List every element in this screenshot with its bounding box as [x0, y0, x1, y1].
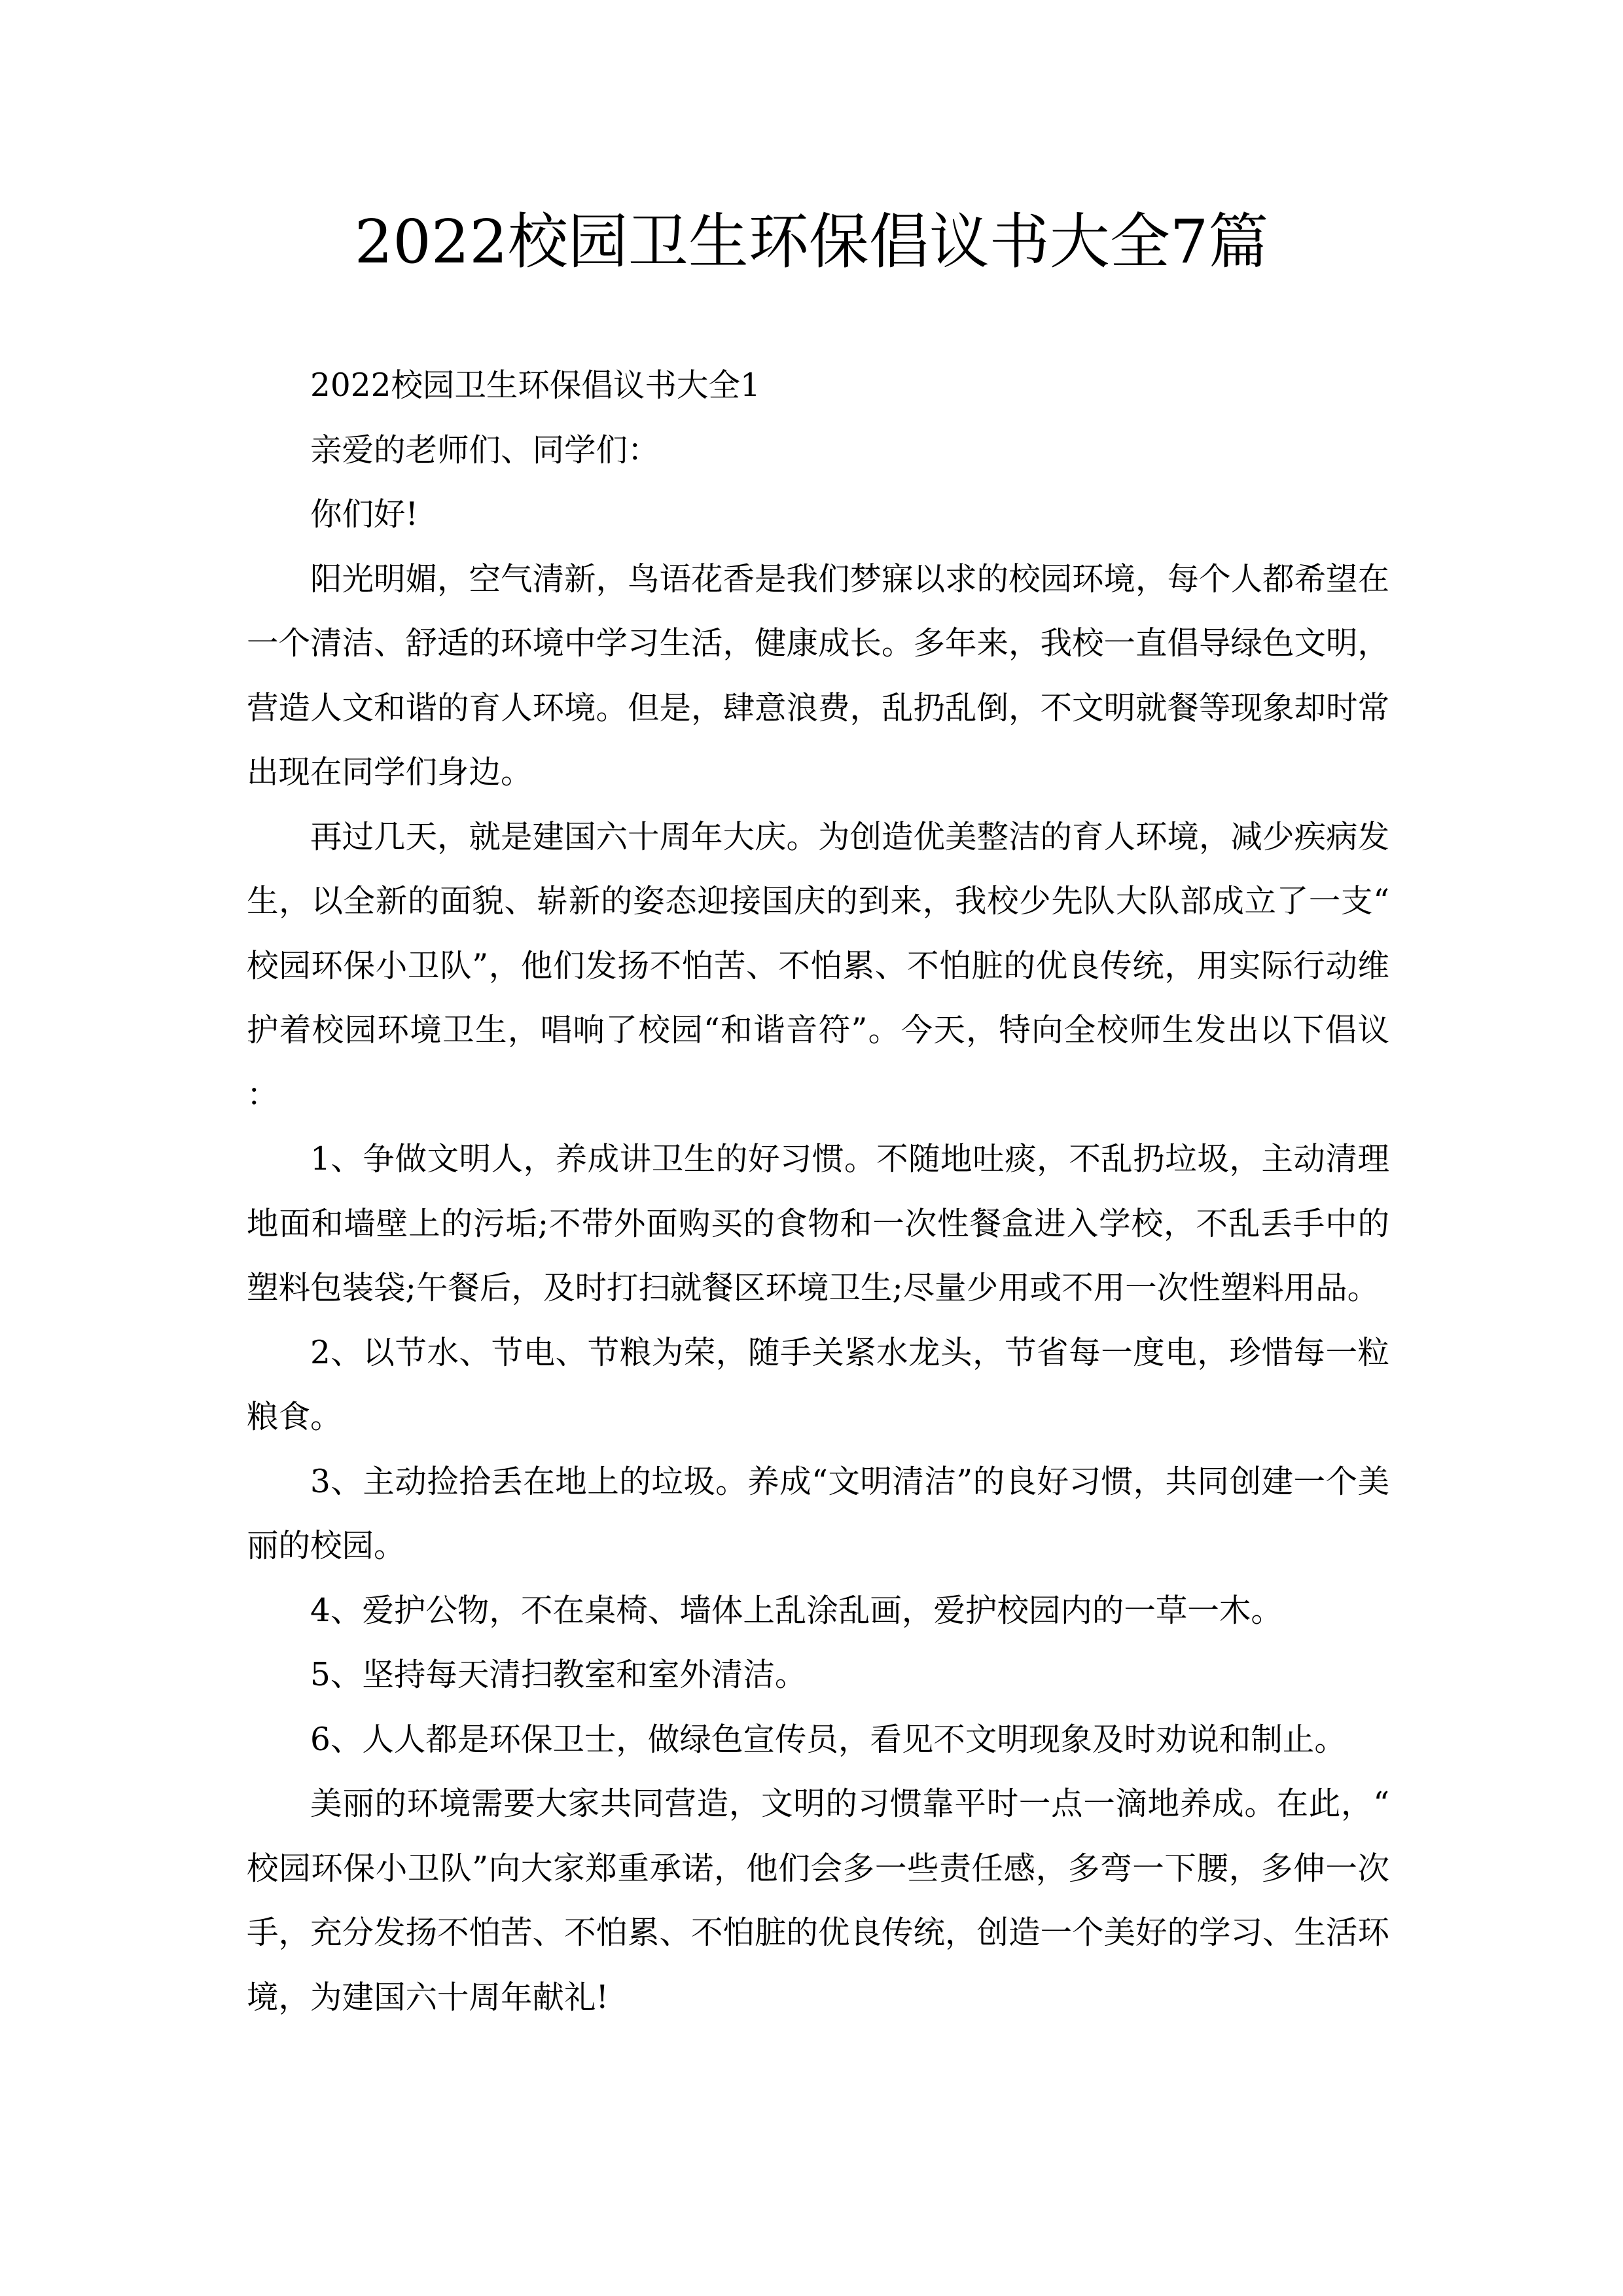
document-title: 2022校园卫生环保倡议书大全7篇 — [354, 207, 1269, 277]
section-heading: 2022校园卫生环保倡议书大全1 — [310, 367, 760, 404]
paragraph-intro: 阳光明媚，空气清新，鸟语花香是我们梦寐以求的校园环境，每个人都希望在一个清洁、舒适的环境中学习生活，健康成长。多年来，我校一直倡导绿色文明，营造人文和谐的育人环境。但是，肆意浪费，乱扔乱倒，不文明就餐等现象却时常出现在同学们身边。 — [247, 560, 1390, 791]
proposal-item-6: 6、人人都是环保卫士，做绿色宣传员，看见不文明现象及时劝说和制止。 — [310, 1721, 1346, 1758]
proposal-item-1: 1、争做文明人，养成讲卫生的好习惯。不随地吐痰，不乱扔垃圾，主动清理地面和墙壁上的污垢;不带外面购买的食物和一次性餐盒进入学校，不乱丢手中的塑料包装袋;午餐后，及时打扫就餐区环境卫生;尽量少用或不用一次性塑料用品。 — [247, 1141, 1389, 1306]
document-body — [247, 353, 1389, 2030]
paragraph-closing: 美丽的环境需要大家共同营造，文明的习惯靠平时一点一滴地养成。在此，“校园环保小卫队”向大家郑重承诺，他们会多一些责任感，多弯一下腰，多伸一次手，充分发扬不怕苦、不怕累、不怕脏的优良传统，创造一个美好的学习、生活环境，为建国六十周年献礼! — [247, 1785, 1390, 2016]
proposal-item-2: 2、以节水、节电、节粮为荣，随手关紧水龙头，节省每一度电，珍惜每一粒粮食。 — [247, 1334, 1389, 1435]
proposal-item-5: 5、坚持每天清扫教室和室外清洁。 — [310, 1657, 807, 1693]
greeting: 你们好! — [310, 496, 418, 533]
proposal-item-4: 4、爱护公物，不在桌椅、墙体上乱涂乱画，爱护校园内的一草一木。 — [310, 1592, 1283, 1629]
proposal-item-3: 3、主动捡拾丢在地上的垃圾。养成“文明清洁”的良好习惯，共同创建一个美丽的校园。 — [247, 1463, 1389, 1564]
paragraph-background: 再过几天，就是建国六十周年大庆。为创造优美整洁的育人环境，减少疾病发生，以全新的面貌、崭新的姿态迎接国庆的到来，我校少先队大队部成立了一支“校园环保小卫队”，他们发扬不怕苦、不怕累、不怕脏的优良传统，用实际行动维护着校园环境卫生，唱响了校园“和谐音符”。今天，特向全校师生发出以下倡议： — [247, 818, 1390, 1113]
salutation: 亲爱的老师们、同学们： — [310, 431, 660, 469]
